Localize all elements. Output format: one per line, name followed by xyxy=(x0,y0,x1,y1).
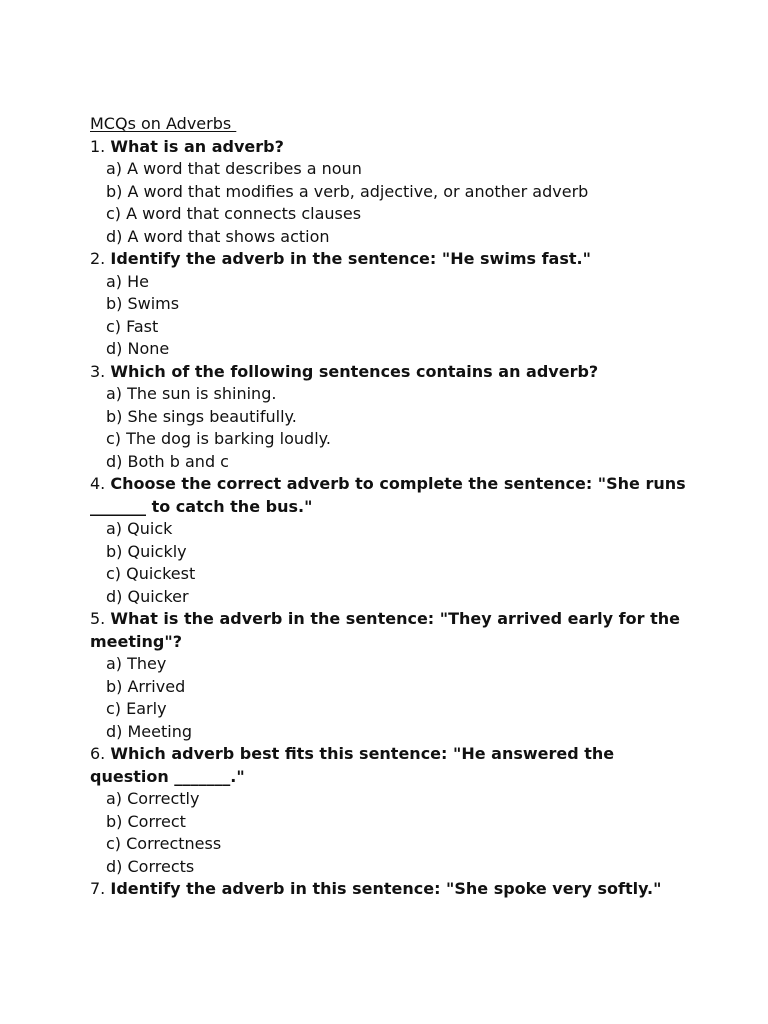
question-line xyxy=(90,608,690,653)
answer-option: a) He xyxy=(106,271,150,291)
answer-option: c) Correctness xyxy=(106,834,222,853)
question-text: Which of the following sentences contains an adverb? xyxy=(110,361,599,381)
answer-option: b) Quickly xyxy=(106,541,187,561)
question-line xyxy=(90,248,690,271)
answer-option: c) The dog is barking loudly. xyxy=(106,429,331,448)
answer-option: a) Quick xyxy=(106,519,173,538)
answer-option: b) Correct xyxy=(106,811,186,831)
question-list xyxy=(90,136,690,901)
question-line xyxy=(90,136,690,159)
question-text: Which adverb best fits this sentence: "He answered the question _______." xyxy=(90,744,615,786)
question-number: 6. xyxy=(90,744,106,763)
question-number: 2. xyxy=(90,249,106,268)
question-text: Identify the adverb in the sentence: "He swims fast." xyxy=(110,249,591,268)
question-line xyxy=(90,473,690,518)
answer-option: b) She sings beautifully. xyxy=(106,406,297,426)
answer-option: a) A word that describes a noun xyxy=(106,159,362,178)
answer-option: b) Arrived xyxy=(106,676,186,696)
question-line xyxy=(90,361,690,384)
question-number: 5. xyxy=(90,609,106,628)
question-line xyxy=(90,743,690,788)
document-title: MCQs on Adverbs xyxy=(90,114,237,133)
question-text: What is the adverb in the sentence: "They arrived early for the meeting"? xyxy=(90,609,680,651)
answer-option: a) They xyxy=(106,654,167,673)
question-number: 1. xyxy=(90,136,106,156)
question-item xyxy=(90,878,690,901)
question-item xyxy=(90,361,690,474)
question-text: Choose the correct adverb to complete the sentence: "She runs _______ to catch the bus." xyxy=(90,474,686,516)
answer-option: d) Quicker xyxy=(106,586,189,606)
question-item xyxy=(90,743,690,878)
question-number: 4. xyxy=(90,474,106,493)
question-item xyxy=(90,608,690,743)
question-item xyxy=(90,136,690,249)
answer-option: b) Swims xyxy=(106,294,180,313)
question-line xyxy=(90,878,690,901)
answer-option: d) None xyxy=(106,339,170,358)
answer-option: d) Both b and c xyxy=(106,451,229,471)
document-content xyxy=(90,113,690,901)
answer-option: b) A word that modifies a verb, adjective, or another adverb xyxy=(106,181,589,201)
answer-option: d) A word that shows action xyxy=(106,226,330,246)
answer-option: c) A word that connects clauses xyxy=(106,204,362,223)
answer-option: d) Corrects xyxy=(106,856,195,876)
question-number: 7. xyxy=(90,879,106,898)
answer-option: c) Early xyxy=(106,699,167,718)
answer-option: a) Correctly xyxy=(106,789,200,808)
answer-option: a) The sun is shining. xyxy=(106,384,277,403)
question-item xyxy=(90,248,690,361)
answer-option: c) Quickest xyxy=(106,564,196,583)
answer-option: d) Meeting xyxy=(106,721,192,741)
answer-option: c) Fast xyxy=(106,316,159,336)
question-number: 3. xyxy=(90,361,106,381)
question-item xyxy=(90,473,690,608)
question-text: What is an adverb? xyxy=(110,136,284,156)
question-text: Identify the adverb in this sentence: "She spoke very softly." xyxy=(110,879,662,898)
